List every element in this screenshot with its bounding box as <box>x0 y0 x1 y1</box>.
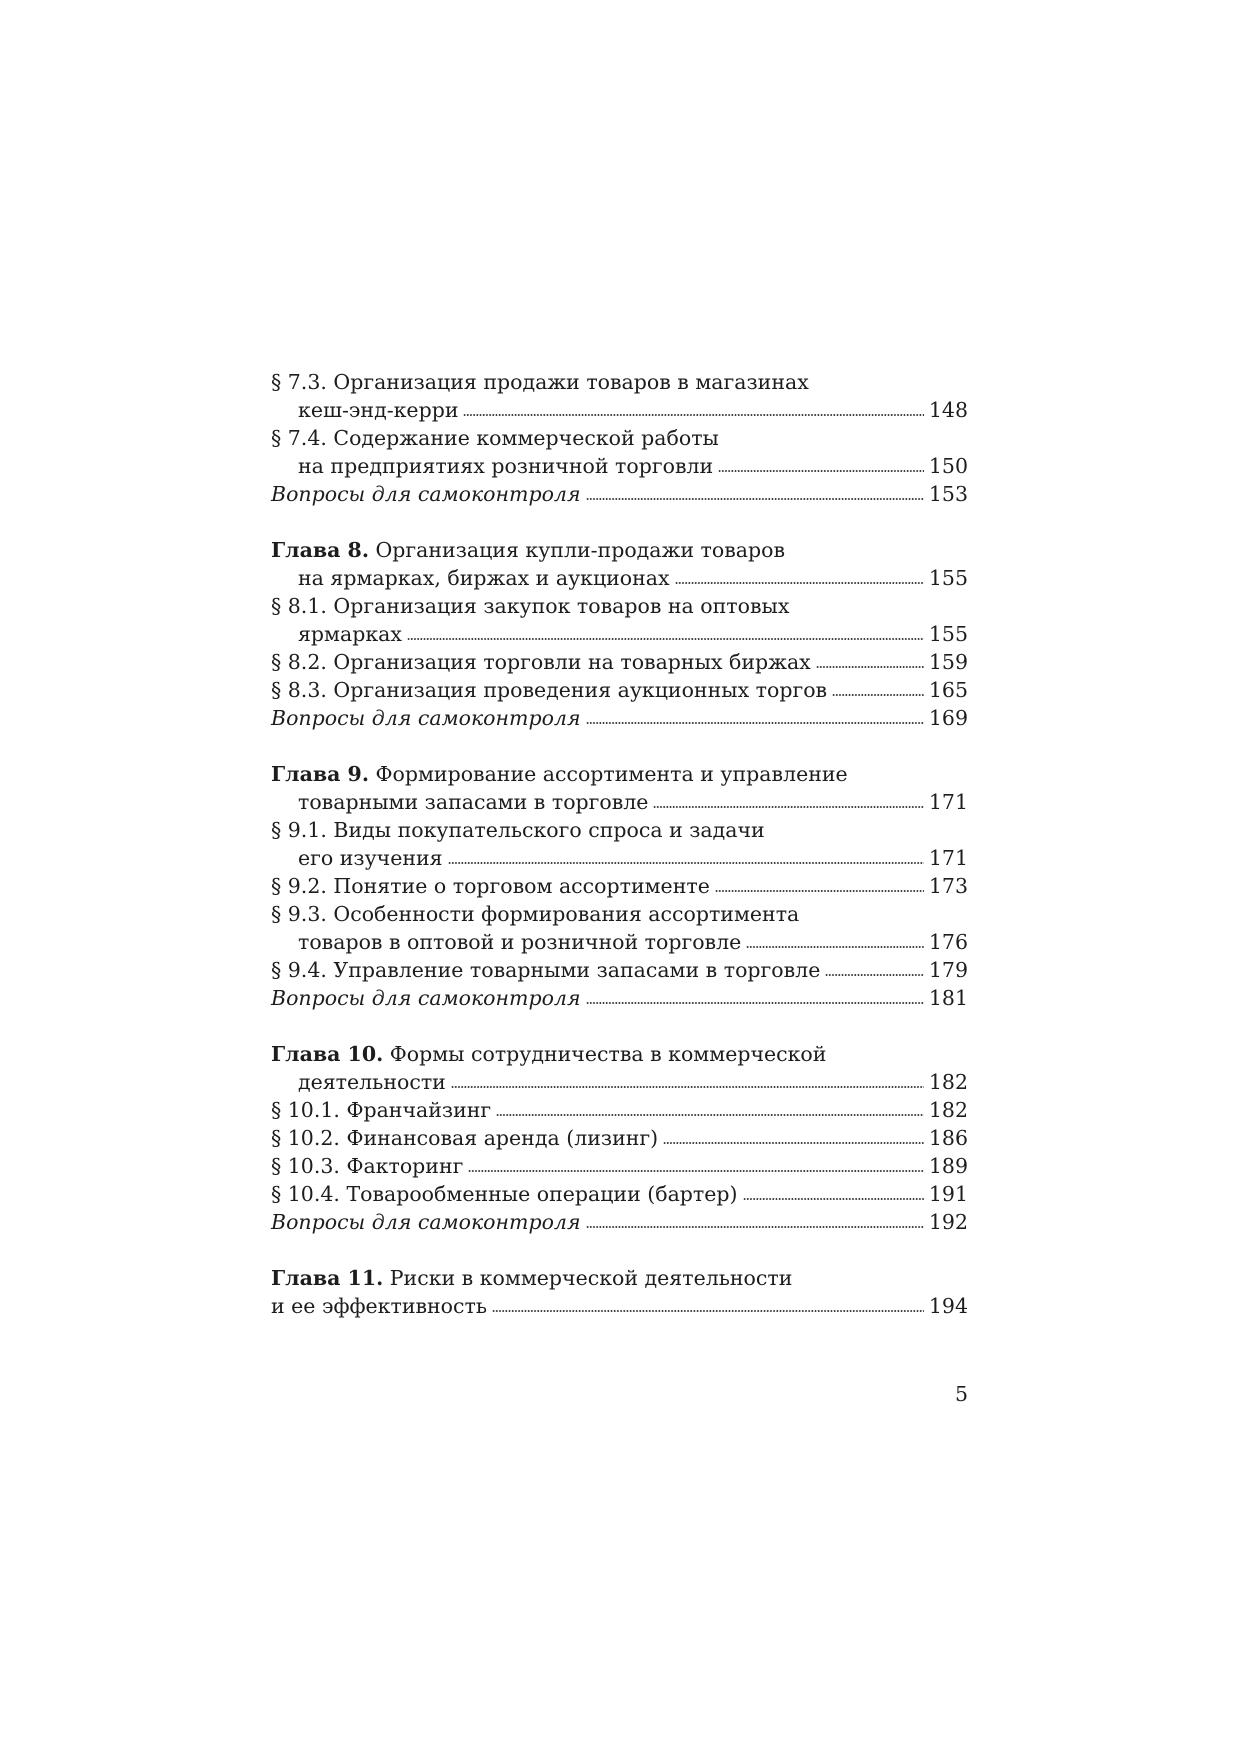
toc-entry-text: § 10.1. Франчайзинг <box>271 1098 492 1122</box>
dot-leader <box>743 1198 924 1200</box>
toc-entry <box>271 956 968 984</box>
toc-page-number: 186 <box>928 1126 968 1150</box>
dot-leader <box>718 470 924 472</box>
toc-page-number: 150 <box>928 454 968 478</box>
dot-leader <box>816 666 924 668</box>
dot-leader <box>586 1002 924 1004</box>
toc-entry-title <box>298 788 648 816</box>
toc-page-number: 189 <box>928 1154 968 1178</box>
toc-entry-title <box>271 1264 792 1292</box>
toc-entry-text: § 10.2. Финансовая аренда (лизинг) <box>271 1126 659 1150</box>
toc-page-number: 169 <box>928 706 968 730</box>
toc-page-number: 192 <box>928 1210 968 1234</box>
toc-entry <box>271 676 968 704</box>
toc-entry-title <box>271 704 581 732</box>
dot-leader <box>463 414 923 416</box>
toc-entry-text: Вопросы для самоконтроля <box>271 706 581 730</box>
toc-page-number: 165 <box>928 678 968 702</box>
toc-entry-title <box>271 872 710 900</box>
toc-entry-text: § 10.3. Факторинг <box>271 1154 464 1178</box>
toc-entry <box>271 452 968 480</box>
toc-entry-title <box>271 1040 826 1068</box>
toc-entry-text: товарными запасами в торговле <box>298 790 649 814</box>
toc-entry-title <box>271 592 789 620</box>
dot-leader <box>586 498 924 500</box>
toc-entry-title <box>271 1152 463 1180</box>
dot-leader <box>675 582 924 584</box>
dot-leader <box>492 1310 924 1312</box>
toc-entry-text: и ее эффективность <box>271 1294 488 1318</box>
dot-leader <box>663 1142 924 1144</box>
toc-page-number: 182 <box>928 1070 968 1094</box>
dot-leader <box>496 1114 924 1116</box>
chapter-label: Глава 8. <box>271 538 369 562</box>
section-gap <box>271 1012 968 1040</box>
toc-page-number: 148 <box>928 398 968 422</box>
toc-entry-title <box>271 424 719 452</box>
toc-page-number: 179 <box>928 958 968 982</box>
toc-entry-text: на предприятиях розничной торговли <box>298 454 714 478</box>
toc-entry <box>271 648 968 676</box>
toc-entry-text: товаров в оптовой и розничной торговле <box>298 930 742 954</box>
toc-heading-line <box>271 816 968 844</box>
toc-entry-text: Организация купли-продажи товаров <box>368 538 786 562</box>
dot-leader <box>586 1226 924 1228</box>
toc-entry-title <box>271 816 765 844</box>
toc-entry-text: Формирование ассортимента и управление <box>368 762 848 786</box>
toc-heading-line <box>271 368 968 396</box>
toc-page-number: 171 <box>928 790 968 814</box>
toc-entry-text: кеш-энд-керри <box>298 398 459 422</box>
toc-page-number: 155 <box>928 622 968 646</box>
toc-entry-title <box>298 564 670 592</box>
toc-entry <box>271 704 968 732</box>
toc-heading-line <box>271 760 968 788</box>
toc-entry-text: § 9.3. Особенности формирования ассортимента <box>271 902 800 926</box>
toc-entry-title <box>298 1068 446 1096</box>
toc-page-number: 181 <box>928 986 968 1010</box>
toc-entry <box>271 564 968 592</box>
toc-entry-text: Риски в коммерческой деятельности <box>383 1266 793 1290</box>
toc-entry-text: § 7.3. Организация продажи товаров в магазинах <box>271 370 809 394</box>
toc-page-number: 194 <box>928 1294 968 1318</box>
toc-entry-title <box>271 900 799 928</box>
dot-leader <box>715 890 924 892</box>
toc-entry <box>271 984 968 1012</box>
toc-entry <box>271 396 968 424</box>
toc-entry <box>271 1208 968 1236</box>
toc-entry-text: § 7.4. Содержание коммерческой работы <box>271 426 719 450</box>
toc-page-number: 176 <box>928 930 968 954</box>
toc-page-number: 182 <box>928 1098 968 1122</box>
toc-page-number: 155 <box>928 566 968 590</box>
toc-entry-title <box>271 984 581 1012</box>
toc-entry-text: § 8.1. Организация закупок товаров на оптовых <box>271 594 790 618</box>
toc-entry-title <box>298 844 443 872</box>
toc-entry <box>271 844 968 872</box>
toc-entry-text: на ярмарках, биржах и аукционах <box>298 566 670 590</box>
toc-entry-text: § 9.2. Понятие о торговом ассортименте <box>271 874 710 898</box>
toc-entry-title <box>271 648 811 676</box>
chapter-label: Глава 9. <box>271 762 369 786</box>
chapter-label: Глава 11. <box>271 1266 384 1290</box>
toc-entry-title <box>271 1096 491 1124</box>
chapter-label: Глава 10. <box>271 1042 384 1066</box>
toc-entry <box>271 480 968 508</box>
toc-page-number: 159 <box>928 650 968 674</box>
toc-entry-title <box>298 620 402 648</box>
toc-entry-text: § 9.1. Виды покупательского спроса и задачи <box>271 818 765 842</box>
section-gap <box>271 732 968 760</box>
toc-page-number: 153 <box>928 482 968 506</box>
dot-leader <box>407 638 924 640</box>
toc-entry-text: Вопросы для самоконтроля <box>271 482 581 506</box>
toc-entry-title <box>271 368 809 396</box>
toc-entry-text: ярмарках <box>298 622 402 646</box>
toc-entry-title <box>271 760 848 788</box>
page-number: 5 <box>954 1382 968 1406</box>
toc-heading-line <box>271 1264 968 1292</box>
toc-entry <box>271 1292 968 1320</box>
dot-leader <box>832 694 924 696</box>
table-of-contents <box>271 368 968 1320</box>
toc-heading-line <box>271 900 968 928</box>
dot-leader <box>468 1170 923 1172</box>
toc-entry-text: § 9.4. Управление товарными запасами в торговле <box>271 958 821 982</box>
toc-entry-text: его изучения <box>298 846 443 870</box>
dot-leader <box>653 806 923 808</box>
toc-entry-text: § 8.2. Организация торговли на товарных биржах <box>271 650 811 674</box>
toc-entry <box>271 788 968 816</box>
toc-entry <box>271 928 968 956</box>
toc-entry-text: Вопросы для самоконтроля <box>271 986 581 1010</box>
toc-page-number: 171 <box>928 846 968 870</box>
toc-entry <box>271 1152 968 1180</box>
toc-entry-title <box>271 1292 487 1320</box>
toc-page-number: 191 <box>928 1182 968 1206</box>
toc-entry-title <box>298 396 458 424</box>
toc-heading-line <box>271 424 968 452</box>
section-gap <box>271 1236 968 1264</box>
toc-entry <box>271 872 968 900</box>
toc-entry-title <box>271 1208 581 1236</box>
toc-heading-line <box>271 592 968 620</box>
toc-entry-text: деятельности <box>298 1070 446 1094</box>
dot-leader <box>448 862 924 864</box>
dot-leader <box>825 974 924 976</box>
dot-leader <box>586 722 924 724</box>
toc-entry-text: § 10.4. Товарообменные операции (бартер) <box>271 1182 738 1206</box>
toc-heading-line <box>271 1040 968 1068</box>
toc-heading-line <box>271 536 968 564</box>
section-gap <box>271 508 968 536</box>
toc-entry-title <box>271 956 820 984</box>
toc-entry-title <box>271 480 581 508</box>
toc-entry <box>271 1068 968 1096</box>
toc-entry <box>271 620 968 648</box>
dot-leader <box>451 1086 924 1088</box>
toc-page-number: 173 <box>928 874 968 898</box>
dot-leader <box>746 946 924 948</box>
toc-entry-text: Формы сотрудничества в коммерческой <box>383 1042 827 1066</box>
toc-entry-title <box>271 1180 738 1208</box>
toc-entry <box>271 1124 968 1152</box>
toc-entry-text: Вопросы для самоконтроля <box>271 1210 581 1234</box>
toc-entry-text: § 8.3. Организация проведения аукционных торгов <box>271 678 828 702</box>
toc-entry <box>271 1096 968 1124</box>
toc-entry-title <box>271 536 785 564</box>
toc-entry-title <box>298 452 713 480</box>
toc-entry-title <box>298 928 741 956</box>
toc-entry <box>271 1180 968 1208</box>
toc-entry-title <box>271 1124 658 1152</box>
toc-entry-title <box>271 676 827 704</box>
